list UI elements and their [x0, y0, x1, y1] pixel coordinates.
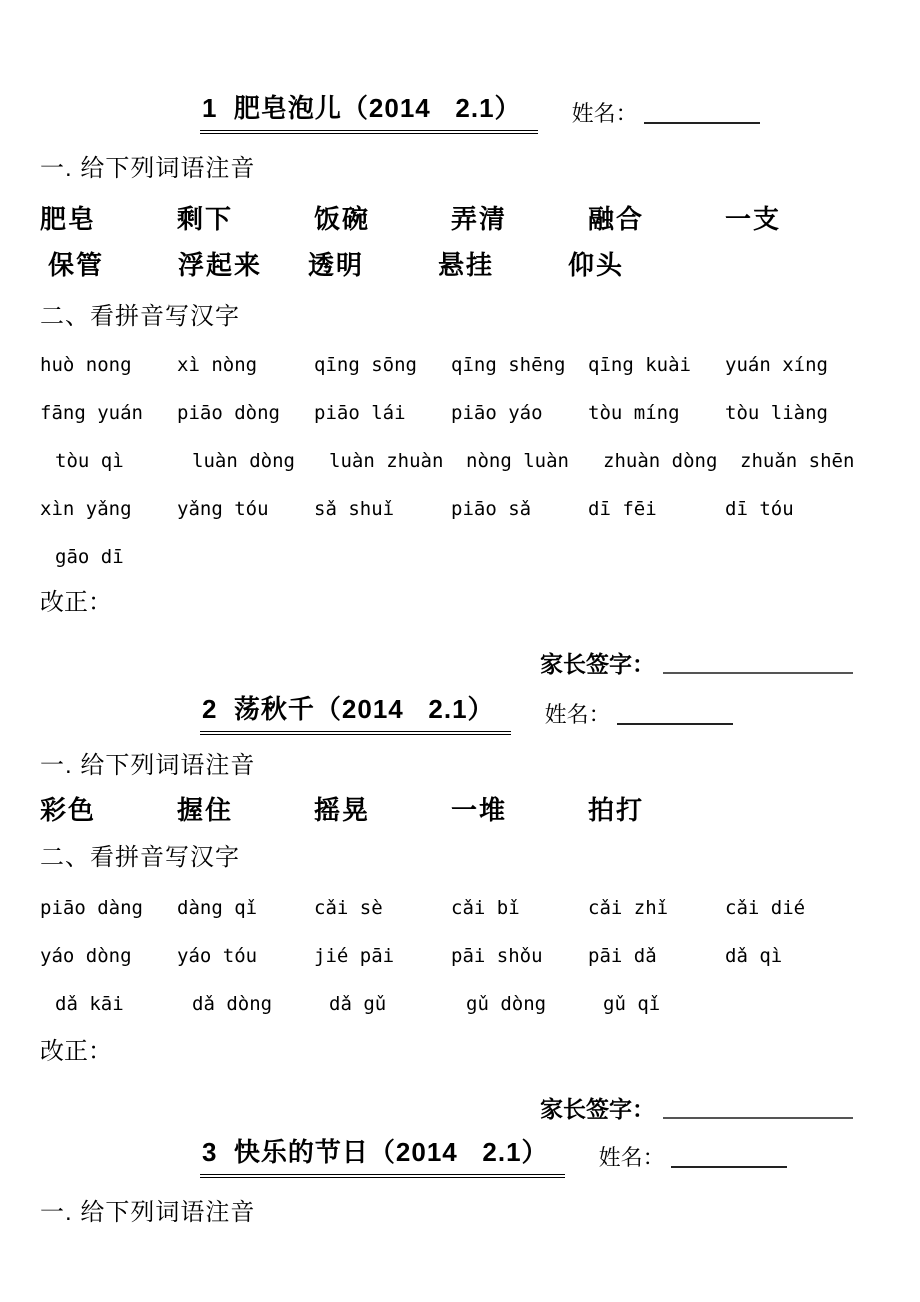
annotate-heading: 一. 给下列词语注音	[40, 752, 256, 779]
pinyin-item: cǎi sè	[314, 897, 383, 919]
word-row	[40, 202, 880, 236]
pinyin-item: cǎi bǐ	[451, 897, 520, 919]
name-blank-line	[617, 722, 733, 725]
annotate-heading: 一. 给下列词语注音	[40, 155, 256, 182]
word-item: 摇晃	[314, 795, 371, 825]
word-row	[40, 793, 880, 827]
word-item: 透明	[308, 250, 365, 280]
pinyin-item: huò nong	[40, 354, 132, 376]
correction-label: 改正：	[40, 1038, 112, 1065]
pinyin-item: gǔ qǐ	[603, 993, 661, 1015]
name-label: 姓名：	[571, 101, 638, 126]
pinyin-row	[40, 350, 880, 380]
pinyin-item: cǎi zhǐ	[588, 897, 669, 919]
pinyin-item: tòu míng	[588, 402, 680, 424]
lesson-2-title: 2 荡秋千（2014 2.1）	[200, 689, 511, 735]
pinyin-heading: 二、看拼音写汉字	[40, 303, 240, 330]
lesson-3-section	[40, 1132, 880, 1228]
pinyin-row	[40, 893, 880, 923]
pinyin-heading: 二、看拼音写汉字	[40, 844, 240, 871]
pinyin-item: gāo dī	[55, 546, 124, 568]
pinyin-item: yáo dòng	[40, 945, 132, 967]
parent-signature-label: 家长签字：	[540, 1097, 655, 1122]
pinyin-item: dī fēi	[588, 498, 657, 520]
word-item: 仰头	[568, 250, 625, 280]
pinyin-item: piāo dòng	[177, 402, 280, 424]
word-item: 握住	[177, 795, 234, 825]
pinyin-item: luàn dòng	[192, 450, 295, 472]
word-item: 保管	[48, 250, 105, 280]
pinyin-item: sǎ shuǐ	[314, 498, 395, 520]
name-label: 姓名：	[598, 1145, 665, 1170]
pinyin-item: tòu qì	[55, 450, 124, 472]
name-label: 姓名：	[544, 702, 611, 727]
lesson-1-section	[40, 88, 880, 679]
annotate-heading: 一. 给下列词语注音	[40, 1199, 256, 1226]
pinyin-row	[40, 941, 880, 971]
pinyin-row	[40, 446, 880, 476]
pinyin-item: piāo dàng	[40, 897, 143, 919]
word-item: 彩色	[40, 795, 97, 825]
lesson-1-title-row	[200, 88, 880, 134]
parent-signature-blank	[663, 671, 853, 674]
pinyin-item: fāng yuán	[40, 402, 143, 424]
pinyin-row	[40, 494, 880, 524]
lesson-2-section	[40, 689, 880, 1124]
pinyin-item: zhuǎn shēn	[740, 450, 855, 472]
pinyin-item: yáo tóu	[177, 945, 258, 967]
pinyin-item: qīng sōng	[314, 354, 417, 376]
pinyin-item: zhuàn dòng	[603, 450, 718, 472]
word-item: 肥皂	[40, 204, 97, 234]
pinyin-item: yǎng tóu	[177, 498, 269, 520]
word-item: 浮起来	[178, 250, 263, 280]
lesson-3-title-row	[200, 1132, 880, 1178]
parent-signature-row	[540, 1091, 880, 1124]
lesson-1-title: 1 肥皂泡儿（2014 2.1）	[200, 88, 538, 134]
parent-signature-row	[540, 646, 880, 679]
correction-label: 改正：	[40, 589, 112, 616]
pinyin-item: dǎ kāi	[55, 993, 124, 1015]
parent-signature-label: 家长签字：	[540, 652, 655, 677]
word-item: 一支	[725, 204, 782, 234]
pinyin-item: piāo yáo	[451, 402, 543, 424]
word-item: 拍打	[588, 795, 645, 825]
lesson-2-title-row	[200, 689, 880, 735]
pinyin-item: qīng kuài	[588, 354, 691, 376]
name-blank-line	[644, 121, 760, 124]
pinyin-row	[40, 542, 880, 572]
pinyin-item: luàn zhuàn	[329, 450, 444, 472]
pinyin-item: nòng luàn	[466, 450, 569, 472]
pinyin-item: cǎi dié	[725, 897, 806, 919]
pinyin-item: xì nòng	[177, 354, 258, 376]
pinyin-item: piāo lái	[314, 402, 406, 424]
word-item: 融合	[588, 204, 645, 234]
word-item: 弄清	[451, 204, 508, 234]
word-item: 饭碗	[314, 204, 371, 234]
pinyin-item: jié pāi	[314, 945, 395, 967]
pinyin-item: xìn yǎng	[40, 498, 132, 520]
lesson-3-title: 3 快乐的节日（2014 2.1）	[200, 1132, 565, 1178]
pinyin-item: dàng qǐ	[177, 897, 258, 919]
word-item: 悬挂	[438, 250, 495, 280]
pinyin-item: dǎ gǔ	[329, 993, 387, 1015]
name-blank-line	[671, 1165, 787, 1168]
pinyin-item: tòu liàng	[725, 402, 828, 424]
pinyin-row	[40, 398, 880, 428]
pinyin-item: piāo sǎ	[451, 498, 532, 520]
pinyin-item: yuán xíng	[725, 354, 828, 376]
word-item: 剩下	[177, 204, 234, 234]
parent-signature-blank	[663, 1116, 853, 1119]
pinyin-item: dǎ qì	[725, 945, 783, 967]
pinyin-item: dī tóu	[725, 498, 794, 520]
word-item: 一堆	[451, 795, 508, 825]
pinyin-row	[40, 989, 880, 1019]
pinyin-item: gǔ dòng	[466, 993, 547, 1015]
word-row	[40, 248, 880, 282]
pinyin-item: dǎ dòng	[192, 993, 273, 1015]
pinyin-item: qīng shēng	[451, 354, 566, 376]
pinyin-item: pāi shǒu	[451, 945, 543, 967]
pinyin-item: pāi dǎ	[588, 945, 657, 967]
